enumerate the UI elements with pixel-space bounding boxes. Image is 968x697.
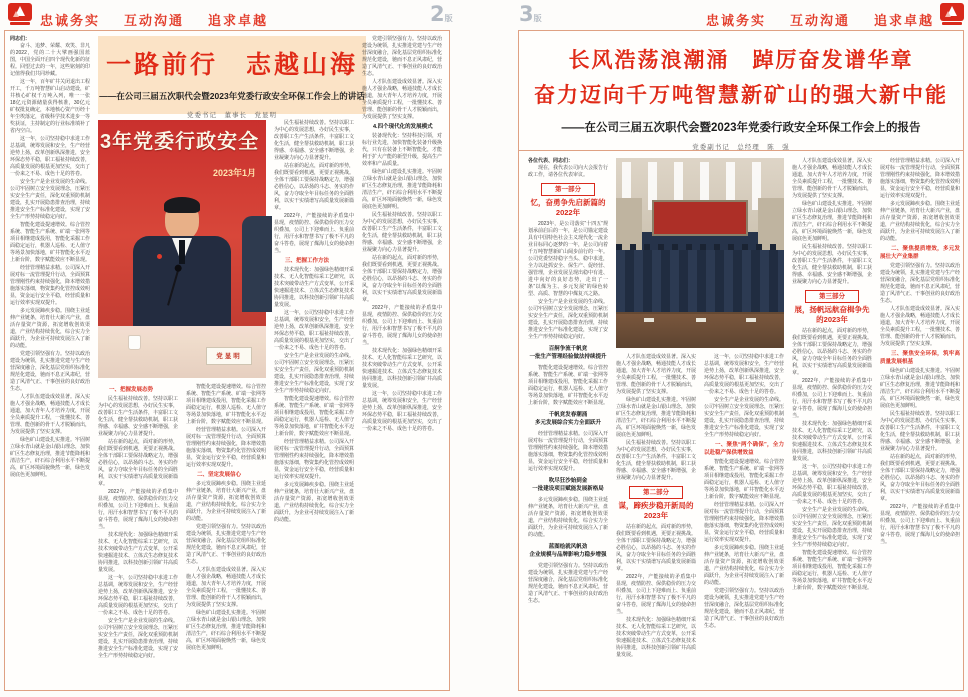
slogan-item: 互动沟通 xyxy=(124,13,185,28)
body-paragraph: 党建引领坚强有力。坚持以政治建设为统领，扎实推进党建与生产经营深度融合，深化基层党组织标准化规范化建设，驰而不息正风肃纪，营造了风清气正、干事创业的良好政治生态。 xyxy=(10,351,91,392)
body-paragraph: 奋斗、追梦、荣耀、欢笑、非凡的2022，党的二十大擘画强国蓝图，中国全面开启四个现代化新的征程。回望过去的一年，这些铭刻的印记值得我们共同珍藏。 xyxy=(10,43,91,77)
body-paragraph: 这一年，公司坚持稳中求进工作总基调，统筹发展和安全，生产经营逆势上扬，改革创新纵深推进，安全环保态势平稳，职工福祉持续改善，高质量发展的根基更加坚实，交出了一份来之不易、成色十足的答卷。 xyxy=(792,464,873,505)
body-paragraph: 安全生产是企业发展的生命线。公司牢固树立安全发展理念，压紧压实安全生产责任，深化双重预防机制建设，扎实开展隐患排查治理，持续推进安全生产标准化建设，实现了安全生产形势持续稳定向好。 xyxy=(10,179,91,220)
body-paragraph: 这一年，公司坚持稳中求进工作总基调，统筹发展和安全，生产经营逆势上扬，改革创新纵深推进，安全环保态势平稳，职工福祉持续改善，高质量发展的根基更加坚实，交出了一份来之不易、成色十足的答卷。 xyxy=(98,575,179,616)
text-column xyxy=(792,158,872,685)
body-paragraph: 2022年，产能接续的矛盾集中显现，疫情防控、保供稳价的压力交织叠加，公司上下迎难而上、负重前行，用汗水和智慧书写了极不平凡的奋斗答卷，展现了煤海儿女的使命担当。 xyxy=(792,378,873,419)
body-paragraph: 民生福祉持续改善。坚持以职工为中心的发展思想，办好民生实事，改善职工生产生活条件，丰富职工文化生活，健全帮扶救助机制，职工获得感、幸福感、安全感不断增强，企业凝聚力向心力显著提升。 xyxy=(880,411,961,452)
paper xyxy=(644,318,654,322)
body-paragraph: 党建引领坚强有力。坚持以政治建设为统领，扎实推进党建与生产经营深度融合，深化基层党组织标准化规范化建设，驰而不息正风肃纪，营造了风清气正、干事创业的良好政治生态。 xyxy=(362,36,443,77)
body-paragraph: 这一年，公司坚持稳中求进工作总基调，统筹发展和安全，生产经营逆势上扬，改革创新纵深推进，安全环保态势平稳，职工福祉持续改善，高质量发展的根基更加坚实，交出了一份来之不易、成色十足的答卷。 xyxy=(704,354,785,395)
body-paragraph: 智能化建设提速增效。综合管控系统、智能生产系统、矿端一张网等项目相继建成投用，智能化采掘工作面稳定运行，机器人巡检、无人值守等场景加快落地，矿井智能化水平迈上新台阶，数字赋能效应不断显现。 xyxy=(528,365,609,406)
body-paragraph: 绿色矿山建设扎实推进。牢固树立绿水青山就是金山银山理念，加快矿区生态修复治理，推进节能降耗和清洁生产，矸石综合利用水平不断提高，矿区环境面貌焕然一新，绿色发展底色更加鲜明。 xyxy=(792,201,873,242)
part-section-header xyxy=(616,486,696,521)
slogan-item: 忠诚务实 xyxy=(40,13,101,28)
body-paragraph: 经营管理精益求精。公司深入开展对标一流管理提升行动，全面预算管理刚性约束持续强化，降本增效措施落实落细，物资集约化管控成效明显，资金运行安全平稳，经营质量和运行效率实现双提升。 xyxy=(528,431,609,472)
body-paragraph: 2023年，是公司落实“十四五”规划承前启后的一年，是公司锚定建设具有中国特色社会主义现代化一流企业目标同心逐梦的一年，是公司向着千万吨智慧新矿山阔步前行的一年。公司党委坚持稳字当头、稳中求进，全力以赴抓安全、保生产、促经营、强管理，企业发展呈现出稳中有进、进中向好的良好态势，走出了一条“以煤为主、多元发展”的绿色转型、高质、智慧的中煤复兴之路。 xyxy=(528,221,609,297)
body-paragraph: 党建引领坚强有力。坚持以政治建设为统领，扎实推进党建与生产经营深度融合，深化基层党组织标准化规范化建设，驰而不息正风肃纪，营造了风清气正、干事创业的良好政治生态。 xyxy=(186,524,267,565)
body-paragraph: 技术现代化：加强绿色精细开采技术、无人化智能综采工艺研究，以技术突破带动生产方式变革，公开采快速掘进技术、立体式生态修复技术协同推进，以科技创新引领矿井高质量发展。 xyxy=(616,617,697,658)
body-paragraph: 绿色矿山建设扎实推进。牢固树立绿水青山就是金山银山理念，加快矿区生态修复治理，推进节能降耗和清洁生产，矸石综合利用水平不断提高，矿区环境面貌焕然一新，绿色发展底色更加鲜明。 xyxy=(880,368,961,409)
pull-quote-line: 吹尽狂沙始到金 xyxy=(548,478,588,484)
text-column xyxy=(616,354,696,685)
body-paragraph: 人才队伍建设成效显著。深入实施人才强企战略，畅通技能人才成长通道，加大青年人才培养力度，开展全员素质提升工程，一批懂技术、善管理、能创新的骨干人才脱颖而出，为发展提供了坚实支撑。 xyxy=(616,354,697,395)
pull-quote-line: 百舸争流千帆竞 xyxy=(548,346,588,352)
body-paragraph: 这一年，百年矿井关闭退出工程开工，千万吨智慧矿山启动建设，矿井核心矿权千万吨入列，唯一一张18亿元资源储量获得核准，30亿元矿权批复确定，本地核心资产历经十年尘埃落定，省级科学技术进步一等奖获证，主持制定的行业标准填补了省内空白。 xyxy=(10,79,91,134)
body-paragraph: 绿色矿山建设扎实推进。牢固树立绿水青山就是金山银山理念，加快矿区生态修复治理，推进节能降耗和清洁生产，矸石综合利用水平不断提高，矿区环境面貌焕然一新，绿色发展底色更加鲜明。 xyxy=(186,610,267,651)
body-paragraph: 安全生产是企业发展的生命线。公司牢固树立安全发展理念，压紧压实安全生产责任，深化双重预防机制建设，扎实开展隐患排查治理，持续推进安全生产标准化建设，实现了安全生产形势持续稳定向好。 xyxy=(704,397,785,438)
text-column xyxy=(704,354,784,685)
pull-quote-line: 千帆竞发春潮涌 xyxy=(548,412,588,418)
body-paragraph: 站在新的起点，面对新的形势，我们既要看到机遇，更要正视挑战。全体干部职工要保持战略定力，增强必胜信心，以昂扬的斗志、务实的作风，奋力夺取全年目标任务的全面胜利，以实干实绩谱写高质量发展新篇章。 xyxy=(274,163,355,211)
photo-date-text: 2023年1月 xyxy=(212,168,256,178)
pull-quote-line: 蓝图绘就风帆劲 xyxy=(548,544,588,550)
masthead-slogan xyxy=(644,10,934,29)
body-paragraph: 这一年，公司坚持稳中求进工作总基调，统筹发展和安全，生产经营逆势上扬，改革创新纵深推进，安全环保态势平稳，职工福祉持续改善，高质量发展的根基更加坚实，交出了一份来之不易、成色十足的答卷。 xyxy=(10,136,91,177)
part-heading: 忆，奋勇争先启新篇的2022年 xyxy=(530,198,606,217)
body-paragraph: 绿色矿山建设扎实推进。牢固树立绿水青山就是金山银山理念，加快矿区生态修复治理，推进节能降耗和清洁生产，矸石综合利用水平不断提高，矿区环境面貌焕然一新，绿色发展底色更加鲜明。 xyxy=(10,437,91,478)
text-column xyxy=(186,384,266,685)
newspaper-logo-icon xyxy=(940,3,964,27)
body-paragraph: 智能化建设提速增效。综合管控系统、智能生产系统、矿端一张网等项目相继建成投用，智能化采掘工作面稳定运行，机器人巡检、无人值守等场景加快落地，矿井智能化水平迈上新台阶，数字赋能效应不断显现。 xyxy=(10,222,91,263)
body-paragraph: 多元发展蹄疾步稳。围绕主业延伸产业链条，培育壮大新兴产业，盘活存量资产资源，拓宽增收创效渠道，产业结构持续优化，综合实力全面跃升，为企业可持续发展注入了新的动能。 xyxy=(10,308,91,349)
text-column xyxy=(98,384,178,685)
body-paragraph: 党建引领坚强有力。坚持以政治建设为统领，扎实推进党建与生产经营深度融合，深化基层党组织标准化规范化建设，驰而不息正风肃纪，营造了风清气正、干事创业的良好政治生态。 xyxy=(704,588,785,629)
body-paragraph: 2022年，产能接续的矛盾集中显现，疫情防控、保供稳价的压力交织叠加，公司上下迎难而上、负重前行，用汗水和智慧书写了极不平凡的奋斗答卷，展现了煤海儿女的使命担当。 xyxy=(98,489,179,530)
pull-quote-line: 一批建设项目赋能发展新格局 xyxy=(532,486,604,492)
body-paragraph: 经营管理精益求精。公司深入开展对标一流管理提升行动，全面预算管理刚性约束持续强化，降本增效措施落实落细，物资集约化管控成效明显，资金运行安全平稳，经营质量和运行效率实现双提升。 xyxy=(186,427,267,468)
teacup xyxy=(128,335,141,350)
body-paragraph: 技术现代化：加强绿色精细开采技术、无人化智能综采工艺研究，以技术突破带动生产方式变革，公开采快速掘进技术、立体式生态修复技术协同推进，以科技创新引领矿井高质量发展。 xyxy=(98,532,179,573)
body-paragraph: 现在，我代表公司向大会报告行政工作，请各位代表审议。 xyxy=(528,165,609,178)
audience xyxy=(616,250,784,312)
body-paragraph: 智能化建设提速增效。综合管控系统、智能生产系统、矿端一张网等项目相继建成投用，智能化采掘工作面稳定运行，机器人巡检、无人值守等场景加快落地，矿井智能化水平迈上新台阶，数字赋能效应不断显现。 xyxy=(186,384,267,425)
part-heading: 展，扬帆远航奋楫争先的2023年 xyxy=(794,305,870,324)
speech-photo xyxy=(98,120,266,378)
salutation: 各位代表、同志们： xyxy=(528,158,574,164)
section-subhead: 二、聚焦提质增效，多元发展壮大产业集群 xyxy=(880,246,960,260)
body-paragraph: 站在新的起点，面对新的形势，我们既要看到机遇，更要正视挑战。全体干部职工要保持战略定力，增强必胜信心，以昂扬的斗志、务实的作风，奋力夺取全年目标任务的全面胜利，以实干实绩谱写高质量发展新篇章。 xyxy=(792,328,873,376)
body-paragraph: 技术现代化：加强绿色精细开采技术、无人化智能综采工艺研究，以技术突破带动生产方式变革，公开采快速掘进技术、立体式生态修复技术协同推进，以科技创新引领矿井高质量发展。 xyxy=(362,348,443,389)
body-paragraph: 安全生产是企业发展的生命线。公司牢固树立安全发展理念，压紧压实安全生产责任，深化双重预防机制建设，扎实开展隐患排查治理，持续推进安全生产标准化建设，实现了安全生产形势持续稳定向好。 xyxy=(528,299,609,340)
page2-byline: 党委书记 董事长 党显明 xyxy=(187,112,277,119)
page-number: 3版 xyxy=(519,2,542,26)
part-label: 第三部分 xyxy=(805,290,859,303)
body-paragraph: 安全生产是企业发展的生命线。公司牢固树立安全发展理念，压紧压实安全生产责任，深化双重预防机制建设，扎实开展隐患排查治理，持续推进安全生产标准化建设，实现了安全生产形势持续稳定向好。 xyxy=(792,507,873,548)
body-paragraph: 绿色矿山建设扎实推进。牢固树立绿水青山就是金山银山理念，加快矿区生态修复治理，推进节能降耗和清洁生产，矸石综合利用水平不断提高，矿区环境面貌焕然一新，绿色发展底色更加鲜明。 xyxy=(616,397,697,438)
pull-quote xyxy=(528,345,608,361)
body-paragraph: 民生福祉持续改善。坚持以职工为中心的发展思想，办好民生实事，改善职工生产生活条件，丰富职工文化生活，健全帮扶救助机制，职工获得感、幸福感、安全感不断增强，企业凝聚力向心力显著提升。 xyxy=(98,396,179,437)
body-paragraph: 人才队伍建设成效显著。深入实施人才强企战略，畅通技能人才成长通道，加大青年人才培养力度，开展全员素质提升工程，一批懂技术、善管理、能创新的骨干人才脱颖而出，为发展提供了坚实支撑。 xyxy=(186,567,267,608)
slogan-item: 忠诚务实 xyxy=(705,13,766,28)
part-label: 第一部分 xyxy=(541,183,595,196)
text-column xyxy=(274,120,354,685)
pull-quote xyxy=(528,477,608,493)
body-paragraph: 经营管理精益求精。公司深入开展对标一流管理提升行动，全面预算管理刚性约束持续强化，降本增效措施落实落细，物资集约化管控成效明显，资金运行安全平稳，经营质量和运行效率实现双提升。 xyxy=(274,439,355,480)
section-subhead: 二、坚定发展信心 xyxy=(197,472,242,478)
conference-photo xyxy=(616,158,784,348)
text-column xyxy=(880,158,960,685)
body-paragraph: 经营管理精益求精。公司深入开展对标一流管理提升行动，全面预算管理刚性约束持续强化，降本增效措施落实落细，物资集约化管控成效明显，资金运行安全平稳，经营质量和运行效率实现双提升。 xyxy=(704,502,785,543)
slogan-item: 追求卓越 xyxy=(208,13,269,28)
page2-subtitle: ——在公司三届五次职代会暨2023年党委行政安全环保工作会上的讲话 xyxy=(99,91,365,101)
body-paragraph: 民生福祉持续改善。坚持以职工为中心的发展思想，办好民生实事，改善职工生产生活条件，丰富职工文化生活，健全帮扶救助机制，职工获得感、幸福感、安全感不断增强，企业凝聚力向心力显著提升。 xyxy=(274,120,355,161)
body-paragraph: 党建引领坚强有力。坚持以政治建设为统领，扎实推进党建与生产经营深度融合，深化基层党组织标准化规范化建设，驰而不息正风肃纪，营造了风清气正、干事创业的良好政治生态。 xyxy=(528,563,609,604)
section-subhead: 一、聚焦“两个确保”，全力以赴稳产保供增效益 xyxy=(704,442,784,456)
paper xyxy=(696,318,706,322)
body-paragraph: 经营管理精益求精。公司深入开展对标一流管理提升行动，全面预算管理刚性约束持续强化，降本增效措施落实落细，物资集约化管控成效明显，资金运行安全平稳，经营质量和运行效率实现双提升。 xyxy=(10,265,91,306)
body-paragraph: 经营管理精益求精。公司深入开展对标一流管理提升行动，全面预算管理刚性约束持续强化，降本增效措施落实落细，物资集约化管控成效明显，资金运行安全平稳，经营质量和运行效率实现双提升。 xyxy=(880,158,961,199)
body-paragraph: 人才队伍建设成效显著。深入实施人才强企战略，畅通技能人才成长通道，加大青年人才培养力度，开展全员素质提升工程，一批懂技术、善管理、能创新的骨干人才脱颖而出，为发展提供了坚实支撑。 xyxy=(10,394,91,435)
red-meeting-screen xyxy=(654,202,746,234)
page3-title-line2: 奋力迈向千万吨智慧新矿山的强大新中能 xyxy=(534,84,948,107)
body-paragraph: 2022年，产能接续的矛盾集中显现，疫情防控、保供稳价的压力交织叠加，公司上下迎难而上、负重前行，用汗水和智慧书写了极不平凡的奋斗答卷，展现了煤海儿女的使命担当。 xyxy=(880,504,961,545)
numbered-subhead: 4.四个现代化的发展模式 xyxy=(373,124,433,130)
body-paragraph: 技术现代化：加强绿色精细开采技术、无人化智能综采工艺研究，以技术突破带动生产方式变革，公开采快速掘进技术、立体式生态修复技术协同推进，以科技创新引领矿井高质量发展。 xyxy=(274,267,355,308)
salutation: 同志们： xyxy=(10,36,31,42)
photo-banner-text: 3年党委行政安全 xyxy=(100,131,260,153)
pull-quote xyxy=(528,543,608,559)
page-3 xyxy=(484,0,968,697)
body-paragraph: 站在新的起点，面对新的形势，我们既要看到机遇，更要正视挑战。全体干部职工要保持战略定力，增强必胜信心，以昂扬的斗志、务实的作风，奋力夺取全年目标任务的全面胜利，以实干实绩谱写高质量发展新篇章。 xyxy=(362,255,443,303)
body-paragraph: 多元发展蹄疾步稳。围绕主业延伸产业链条，培育壮大新兴产业，盘活存量资产资源，拓宽增收创效渠道，产业结构持续优化，综合实力全面跃升，为企业可持续发展注入了新的动能。 xyxy=(880,201,961,242)
section-subhead: 三、把握工作方法 xyxy=(285,258,330,264)
body-paragraph: 多元发展蹄疾步稳。围绕主业延伸产业链条，培育壮大新兴产业，盘活存量资产资源，拓宽增收创效渠道，产业结构持续优化，综合实力全面跃升，为企业可持续发展注入了新的动能。 xyxy=(528,497,609,538)
body-paragraph: 2022年，产能接续的矛盾集中显现，疫情防控、保供稳价的压力交织叠加，公司上下迎难而上、负重前行，用汗水和智慧书写了极不平凡的奋斗答卷，展现了煤海儿女的使命担当。 xyxy=(274,213,355,254)
slogan-item: 互动沟通 xyxy=(789,13,850,28)
photo-nameplate: 党显明 xyxy=(206,347,252,365)
section-subhead: 一、把握发展态势 xyxy=(109,387,154,393)
body-paragraph: 智能化建设提速增效。综合管控系统、智能生产系统、矿端一张网等项目相继建成投用，智能化采掘工作面稳定运行，机器人巡检、无人值守等场景加快落地，矿井智能化水平迈上新台阶，数字赋能效应不断显现。 xyxy=(704,459,785,500)
pull-quote-line: 企业规模与品牌影响力稳步增强 xyxy=(529,552,607,558)
part-section-header xyxy=(528,183,608,218)
body-paragraph: 民生福祉持续改善。坚持以职工为中心的发展思想，办好民生实事，改善职工生产生活条件，丰富职工文化生活，健全帮扶救助机制，职工获得感、幸福感、安全感不断增强，企业凝聚力向心力显著提升。 xyxy=(362,212,443,253)
speaker-head xyxy=(165,200,199,240)
body-paragraph: 这一年，公司坚持稳中求进工作总基调，统筹发展和安全，生产经营逆势上扬，改革创新纵深推进，安全环保态势平稳，职工福祉持续改善，高质量发展的根基更加坚实，交出了一份来之不易、成色十足的答卷。 xyxy=(362,391,443,432)
pull-quote-line: 一批生产管理经验做法持续提升 xyxy=(529,354,607,360)
text-column xyxy=(362,36,442,685)
body-paragraph: 2022年，产能接续的矛盾集中显现，疫情防控、保供稳价的压力交织叠加，公司上下迎难而上、负重前行，用汗水和智慧书写了极不平凡的奋斗答卷，展现了煤海儿女的使命担当。 xyxy=(616,574,697,615)
photo-second-person xyxy=(242,216,272,312)
body-paragraph: 人才队伍建设成效显著。深入实施人才强企战略，畅通技能人才成长通道，加大青年人才培养力度，开展全员素质提升工程，一批懂技术、善管理、能创新的骨干人才脱颖而出，为发展提供了坚实支撑。 xyxy=(362,79,443,120)
body-paragraph: 站在新的起点，面对新的形势，我们既要看到机遇，更要正视挑战。全体干部职工要保持战略定力，增强必胜信心，以昂扬的斗志、务实的作风，奋力夺取全年目标任务的全面胜利，以实干实绩谱写高质量发展新篇章。 xyxy=(880,454,961,502)
speech-title-box xyxy=(98,36,366,119)
body-paragraph: 党建引领坚强有力。坚持以政治建设为统领，扎实推进党建与生产经营深度融合，深化基层党组织标准化规范化建设，驰而不息正风肃纪，营造了风清气正、干事创业的良好政治生态。 xyxy=(880,263,961,304)
section-subhead: 三、聚焦安全环保，筑牢高质量发展根基 xyxy=(880,351,960,365)
pull-quote-line: 多元发展综合实力全面跃升 xyxy=(534,420,601,426)
body-paragraph: 安全生产是企业发展的生命线。公司牢固树立安全发展理念，压紧压实安全生产责任，深化双重预防机制建设，扎实开展隐患排查治理，持续推进安全生产标准化建设，实现了安全生产形势持续稳定向好。 xyxy=(274,353,355,394)
report-title-box xyxy=(519,31,963,151)
body-paragraph: 装备现代化：坚持科技引领，对标行业先进，加快智能化装备升级换代，只有在装备上不断智能化，才能利于扩大产能的新型升级，提高生产效率和产品质量。 xyxy=(362,133,443,167)
part-heading: 谋，蹄疾步稳开新局的2023年 xyxy=(618,501,694,520)
body-paragraph: 2022年，产能接续的矛盾集中显现，疫情防控、保供稳价的压力交织叠加，公司上下迎难而上、负重前行，用汗水和智慧书写了极不平凡的奋斗答卷，展现了煤海儿女的使命担当。 xyxy=(362,305,443,346)
slogan-item: 追求卓越 xyxy=(873,13,934,28)
body-paragraph: 智能化建设提速增效。综合管控系统、智能生产系统、矿端一张网等项目相继建成投用，智能化采掘工作面稳定运行，机器人巡检、无人值守等场景加快落地，矿井智能化水平迈上新台阶，数字赋能效应不断显现。 xyxy=(274,396,355,437)
page3-byline: 党委副书记 总经理 陈 强 xyxy=(692,144,790,151)
pull-quote xyxy=(528,411,608,427)
paper xyxy=(746,318,756,322)
body-paragraph: 多元发展蹄疾步稳。围绕主业延伸产业链条，培育壮大新兴产业，盘活存量资产资源，拓宽增收创效渠道，产业结构持续优化，综合实力全面跃升，为企业可持续发展注入了新的动能。 xyxy=(704,545,785,586)
body-paragraph: 多元发展蹄疾步稳。围绕主业延伸产业链条，培育壮大新兴产业，盘活存量资产资源，拓宽增收创效渠道，产业结构持续优化，综合实力全面跃升，为企业可持续发展注入了新的动能。 xyxy=(186,481,267,522)
body-paragraph: 安全生产是企业发展的生命线。公司牢固树立安全发展理念，压紧压实安全生产责任，深化双重预防机制建设，扎实开展隐患排查治理，持续推进安全生产标准化建设，实现了安全生产形势持续稳定向好。 xyxy=(98,618,179,659)
body-paragraph: 这一年，公司坚持稳中求进工作总基调，统筹发展和安全，生产经营逆势上扬，改革创新纵深推进，安全环保态势平稳，职工福祉持续改善，高质量发展的根基更加坚实，交出了一份来之不易、成色十足的答卷。 xyxy=(274,310,355,351)
part-label: 第二部分 xyxy=(629,486,683,499)
body-paragraph: 多元发展蹄疾步稳。围绕主业延伸产业链条，培育壮大新兴产业，盘活存量资产资源，拓宽增收创效渠道，产业结构持续优化，综合实力全面跃升，为企业可持续发展注入了新的动能。 xyxy=(274,482,355,523)
page-number: 2版 xyxy=(430,2,453,26)
speaker-suit xyxy=(133,236,231,328)
body-paragraph: 智能化建设提速增效。综合管控系统、智能生产系统、矿端一张网等项目相继建成投用，智能化采掘工作面稳定运行，机器人巡检、无人值守等场景加快落地，矿井智能化水平迈上新台阶，数字赋能效应不断显现。 xyxy=(792,550,873,591)
text-column xyxy=(528,158,608,685)
page3-subtitle: ——在公司三届五次职代会暨2023年党委行政安全环保工作会上的报告 xyxy=(561,122,921,134)
body-paragraph: 绿色矿山建设扎实推进。牢固树立绿水青山就是金山银山理念，加快矿区生态修复治理，推进节能降耗和清洁生产，矸石综合利用水平不断提高，矿区环境面貌焕然一新，绿色发展底色更加鲜明。 xyxy=(362,169,443,210)
body-paragraph: 人才队伍建设成效显著。深入实施人才强企战略，畅通技能人才成长通道，加大青年人才培养力度，开展全员素质提升工程，一批懂技术、善管理、能创新的骨干人才脱颖而出，为发展提供了坚实支撑。 xyxy=(792,158,873,199)
body-paragraph: 人才队伍建设成效显著。深入实施人才强企战略，畅通技能人才成长通道，加大青年人才培养力度，开展全员素质提升工程，一批懂技术、善管理、能创新的骨干人才脱颖而出，为发展提供了坚实支撑。 xyxy=(880,306,961,347)
body-paragraph: 技术现代化：加强绿色精细开采技术、无人化智能综采工艺研究，以技术突破带动生产方式变革，公开采快速掘进技术、立体式生态修复技术协同推进，以科技创新引领矿井高质量发展。 xyxy=(792,421,873,462)
masthead-slogan xyxy=(40,10,292,29)
body-paragraph: 民生福祉持续改善。坚持以职工为中心的发展思想，办好民生实事，改善职工生产生活条件，丰富职工文化生活，健全帮扶救助机制，职工获得感、幸福感、安全感不断增强，企业凝聚力向心力显著提升。 xyxy=(792,244,873,285)
page2-title: 一路前行 志越山海 xyxy=(105,51,358,79)
newspaper-logo-icon xyxy=(8,3,32,27)
part-section-header xyxy=(792,290,872,325)
text-column xyxy=(10,36,90,685)
body-paragraph: 民生福祉持续改善。坚持以职工为中心的发展思想，办好民生实事，改善职工生产生活条件，丰富职工文化生活，健全帮扶救助机制，职工获得感、幸福感、安全感不断增强，企业凝聚力向心力显著提升。 xyxy=(616,440,697,481)
body-paragraph: 站在新的起点，面对新的形势，我们既要看到机遇，更要正视挑战。全体干部职工要保持战略定力，增强必胜信心，以昂扬的斗志、务实的作风，奋力夺取全年目标任务的全面胜利，以实干实绩谱写高质量发展新篇章。 xyxy=(616,524,697,572)
body-paragraph: 站在新的起点，面对新的形势，我们既要看到机遇，更要正视挑战。全体干部职工要保持战略定力，增强必胜信心，以昂扬的斗志、务实的作风，奋力夺取全年目标任务的全面胜利，以实干实绩谱写高质量发展新篇章。 xyxy=(98,439,179,487)
page3-title-line1: 长风浩荡浪潮涌 踔厉奋发谱华章 xyxy=(568,49,914,72)
